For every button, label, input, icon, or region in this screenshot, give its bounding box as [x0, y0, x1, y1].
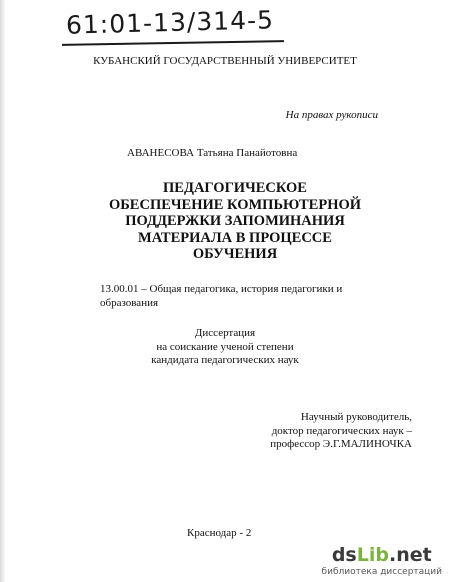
degree-line: кандидата педагогических наук — [151, 354, 299, 366]
scientific-supervisor — [0, 411, 412, 452]
degree-line: на соискание ученой степени — [156, 340, 294, 353]
author-name: АВАНЕСОВА Татьяна Панайотовна — [127, 147, 298, 159]
degree-line: Диссертация — [194, 327, 256, 339]
manuscript-rights-note: На правах рукописи — [285, 109, 378, 121]
supervisor-line: Научный руководитель, — [300, 411, 412, 423]
specialty-code — [100, 283, 400, 310]
dissertation-title — [85, 180, 385, 263]
specialty-line: 13.00.01 – Общая педагогика, история педагогики и — [100, 283, 343, 295]
degree-statement — [0, 327, 450, 368]
title-line: МАТЕРИАЛА В ПРОЦЕССЕ — [138, 229, 332, 246]
city-year: Краснодар - 2 — [187, 527, 252, 539]
stamp-underline — [62, 40, 284, 46]
university-name: КУБАНСКИЙ ГОСУДАРСТВЕННЫЙ УНИВЕРСИТЕТ — [93, 55, 357, 67]
title-line: ОБЕСПЕЧЕНИЕ КОМПЬЮТЕРНОЙ — [108, 196, 362, 213]
title-line: ПЕДАГОГИЧЕСКОЕ — [163, 180, 307, 196]
supervisor-line: доктор педагогических наук – — [271, 424, 412, 437]
specialty-line: образования — [100, 296, 159, 309]
dslib-watermark — [322, 546, 442, 577]
watermark-subtitle: библиотека диссертаций — [321, 567, 442, 577]
scan-edge — [0, 0, 6, 582]
title-line: ОБУЧЕНИЯ — [192, 246, 278, 262]
watermark-logo: dsLib.net — [331, 544, 432, 566]
title-line: ПОДДЕРЖКИ ЗАПОМИНАНИЯ — [125, 213, 345, 229]
supervisor-line: профессор Э.Г.МАЛИНОЧКА — [270, 438, 412, 450]
archive-stamp: 61:01-13/314-5 — [65, 5, 275, 40]
